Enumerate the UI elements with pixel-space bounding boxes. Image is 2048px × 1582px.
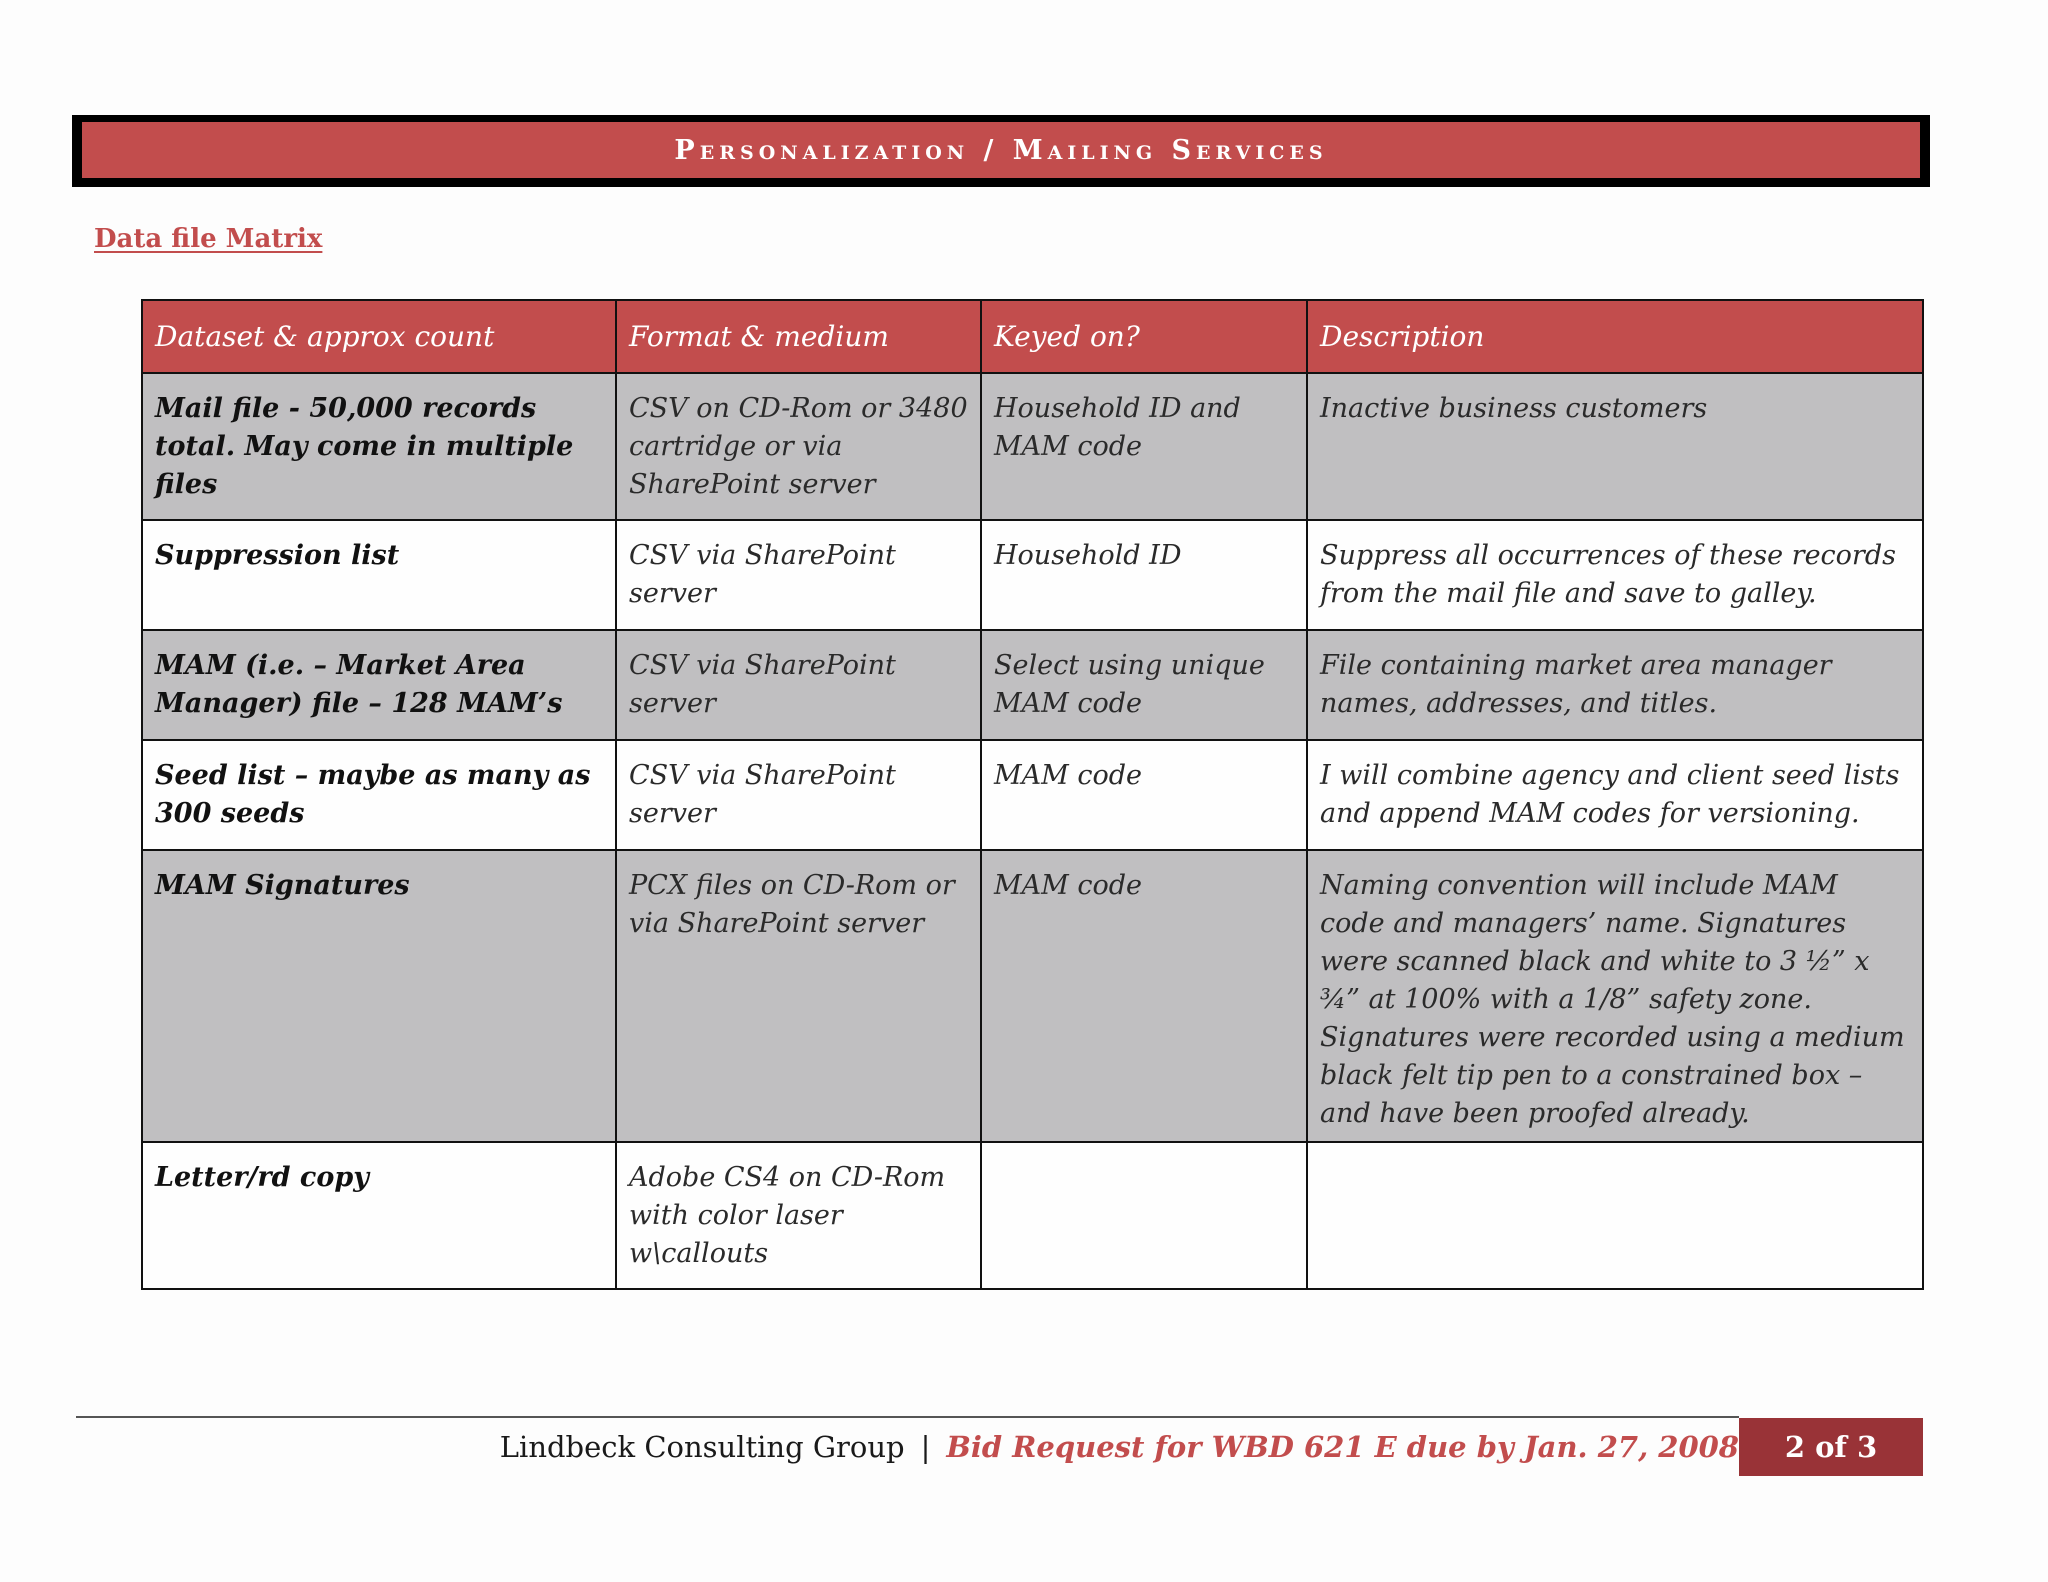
cell-format: PCX files on CD-Rom or via SharePoint server (616, 850, 981, 1142)
section-title-link[interactable]: Data file Matrix (94, 224, 323, 254)
data-file-matrix (141, 299, 1924, 1290)
column-header-description: Description (1307, 300, 1923, 373)
cell-format: CSV via SharePoint server (616, 630, 981, 740)
cell-dataset: Suppression list (142, 520, 616, 630)
footer-company: Lindbeck Consulting Group (499, 1430, 905, 1464)
column-header-keyed-on: Keyed on? (981, 300, 1307, 373)
cell-description: Inactive business customers (1307, 373, 1923, 520)
cell-description: File containing market area manager names, addresses, and titles. (1307, 630, 1923, 740)
page-number-badge: 2 of 3 (1739, 1418, 1923, 1476)
cell-keyed-on: Select using unique MAM code (981, 630, 1307, 740)
cell-dataset: MAM (i.e. – Market Area Manager) file – 128 MAM’s (142, 630, 616, 740)
cell-format: CSV on CD-Rom or 3480 cartridge or via SharePoint server (616, 373, 981, 520)
table-row (142, 740, 1923, 850)
page-title: Personalization / Mailing Services (82, 122, 1920, 178)
table-header-row (142, 300, 1923, 373)
cell-keyed-on: Household ID and MAM code (981, 373, 1307, 520)
footer-separator: | (920, 1430, 931, 1464)
table-row (142, 373, 1923, 520)
footer-bid-request: Bid Request for WBD 621 E due by Jan. 27, 2008 (946, 1430, 1739, 1464)
cell-description: Naming convention will include MAM code and managers’ name. Signatures were scanned black and white to 3 ½” x ¾” at 100% with a 1/8” safety zone. Signatures were recorded using a medium black felt tip pen to a constrained box – and have been proofed already. (1307, 850, 1923, 1142)
table-row (142, 630, 1923, 740)
cell-dataset: Seed list – maybe as many as 300 seeds (142, 740, 616, 850)
cell-keyed-on (981, 1142, 1307, 1289)
table-row (142, 850, 1923, 1142)
cell-keyed-on: MAM code (981, 740, 1307, 850)
cell-description: Suppress all occurrences of these records from the mail file and save to galley. (1307, 520, 1923, 630)
table-row (142, 520, 1923, 630)
cell-description (1307, 1142, 1923, 1289)
header-banner (72, 115, 1930, 187)
column-header-dataset: Dataset & approx count (142, 300, 616, 373)
cell-dataset: Mail file - 50,000 records total. May come in multiple files (142, 373, 616, 520)
cell-description: I will combine agency and client seed lists and append MAM codes for versioning. (1307, 740, 1923, 850)
footer-divider (76, 1416, 1739, 1418)
cell-keyed-on: Household ID (981, 520, 1307, 630)
footer (500, 1425, 1739, 1469)
cell-keyed-on: MAM code (981, 850, 1307, 1142)
cell-dataset: Letter/rd copy (142, 1142, 616, 1289)
cell-format: CSV via SharePoint server (616, 740, 981, 850)
cell-format: CSV via SharePoint server (616, 520, 981, 630)
column-header-format: Format & medium (616, 300, 981, 373)
cell-dataset: MAM Signatures (142, 850, 616, 1142)
table-row (142, 1142, 1923, 1289)
cell-format: Adobe CS4 on CD-Rom with color laser w\callouts (616, 1142, 981, 1289)
